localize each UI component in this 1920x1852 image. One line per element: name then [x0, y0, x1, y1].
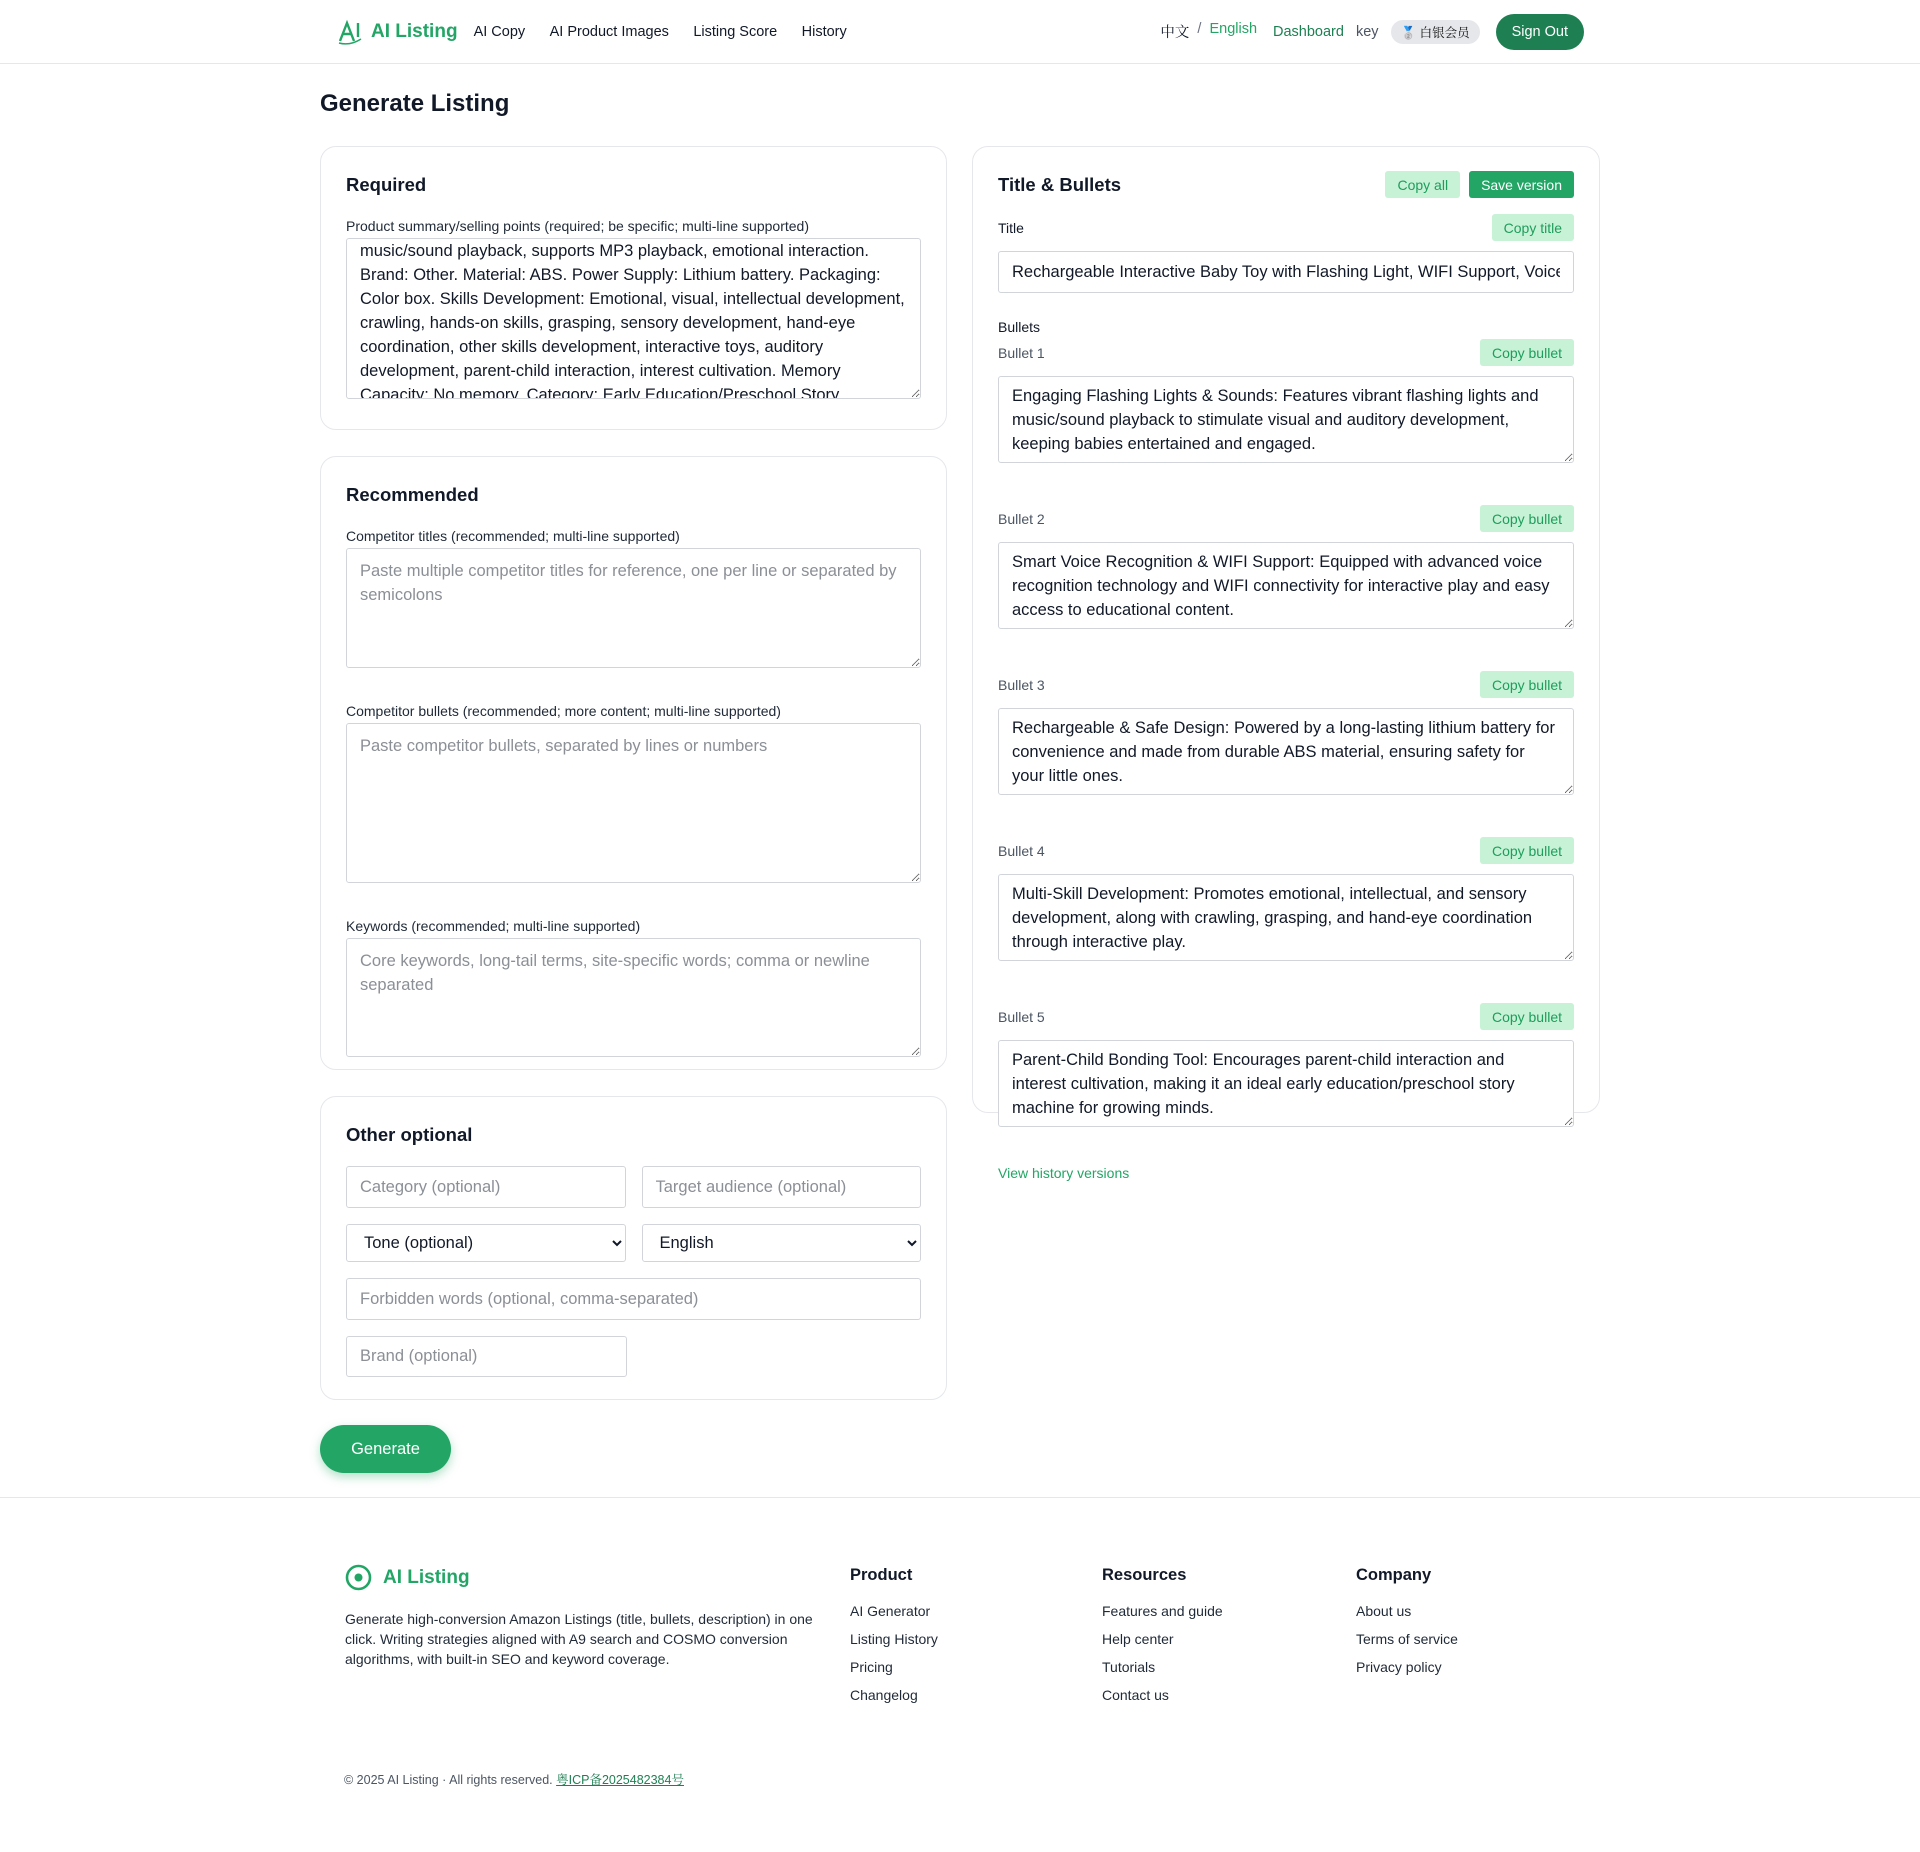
bullet-label: Bullet 1	[998, 344, 1045, 361]
target-logo-icon	[345, 1564, 372, 1591]
dashboard-link[interactable]: Dashboard	[1273, 23, 1344, 40]
footer-link[interactable]: AI Generator	[850, 1603, 931, 1619]
bullet-textarea[interactable]	[998, 376, 1574, 463]
footer-link[interactable]: Pricing	[850, 1659, 893, 1675]
bullet-item	[998, 837, 1574, 966]
competitor-titles-label: Competitor titles (recommended; multi-line supported)	[346, 528, 680, 544]
title-label: Title	[998, 219, 1024, 236]
bullet-label: Bullet 2	[998, 510, 1045, 527]
competitor-bullets-textarea[interactable]	[346, 723, 921, 883]
footer-link[interactable]: Listing History	[850, 1631, 938, 1647]
output-heading: Title & Bullets	[998, 173, 1122, 195]
bullet-textarea[interactable]	[998, 874, 1574, 961]
competitor-titles-textarea[interactable]	[346, 548, 921, 668]
bullet-label: Bullet 5	[998, 1008, 1045, 1025]
title-input[interactable]	[998, 251, 1574, 293]
footer-col-company	[1356, 1566, 1458, 1687]
nav-ai-product-images[interactable]: AI Product Images	[549, 23, 669, 40]
copy-bullet-button[interactable]: Copy bullet	[1480, 837, 1574, 864]
bullet-item	[998, 671, 1574, 800]
recommended-card	[320, 456, 947, 1070]
brand-input[interactable]	[346, 1336, 627, 1377]
copy-bullet-button[interactable]: Copy bullet	[1480, 505, 1574, 532]
footer-link[interactable]: Features and guide	[1102, 1603, 1223, 1619]
footer-heading: Resources	[1102, 1566, 1187, 1584]
nav-listing-score[interactable]: Listing Score	[693, 23, 778, 40]
category-input[interactable]	[346, 1166, 626, 1208]
copy-bullet-button[interactable]: Copy bullet	[1480, 339, 1574, 366]
copy-title-button[interactable]: Copy title	[1492, 214, 1574, 241]
bullet-textarea[interactable]	[998, 1040, 1574, 1127]
footer-link[interactable]: Contact us	[1102, 1687, 1169, 1703]
output-card	[972, 146, 1600, 1181]
bullet-label: Bullet 4	[998, 842, 1045, 859]
forbidden-words-input[interactable]	[346, 1278, 921, 1320]
copy-bullet-button[interactable]: Copy bullet	[1480, 671, 1574, 698]
footer-heading: Product	[850, 1566, 913, 1584]
optional-card	[320, 1096, 947, 1400]
optional-heading: Other optional	[346, 1124, 473, 1145]
brand-logo[interactable]	[337, 19, 458, 45]
top-nav	[0, 0, 1920, 64]
save-version-button[interactable]: Save version	[1469, 171, 1574, 198]
footer-link[interactable]: Help center	[1102, 1631, 1174, 1647]
tone-select[interactable]	[346, 1224, 626, 1262]
membership-badge: 🥈 白银会员	[1391, 20, 1480, 44]
bullets-label: Bullets	[998, 319, 1041, 335]
keywords-textarea[interactable]	[346, 938, 921, 1057]
bullet-item	[998, 1003, 1574, 1132]
lang-zh[interactable]: 中文	[1160, 25, 1190, 41]
footer-brand-name: AI Listing	[383, 1566, 470, 1588]
footer	[0, 1497, 1920, 1852]
competitor-bullets-label: Competitor bullets (recommended; more content; multi-line supported)	[346, 703, 781, 719]
summary-textarea[interactable]	[346, 238, 921, 399]
page-title: Generate Listing	[320, 90, 510, 117]
footer-link[interactable]: About us	[1356, 1603, 1412, 1619]
copy-all-button[interactable]: Copy all	[1385, 171, 1460, 198]
target-audience-input[interactable]	[642, 1166, 922, 1208]
footer-heading: Company	[1356, 1566, 1432, 1584]
sign-out-button[interactable]: Sign Out	[1496, 14, 1584, 50]
footer-link[interactable]: Tutorials	[1102, 1659, 1156, 1675]
required-card	[320, 146, 947, 430]
copy-bullet-button[interactable]: Copy bullet	[1480, 1003, 1574, 1030]
ai-logo-icon	[337, 19, 363, 45]
footer-brand[interactable]	[345, 1564, 815, 1591]
keywords-label: Keywords (recommended; multi-line supported)	[346, 918, 641, 934]
nav-ai-copy[interactable]: AI Copy	[473, 23, 526, 40]
footer-description: Generate high-conversion Amazon Listings (title, bullets, description) in one click. Writing strategies aligned with A9 search and COSMO conversion algorithms, with built-in SEO and keyword coverage.	[345, 1611, 813, 1667]
lang-en[interactable]: English	[1209, 21, 1258, 37]
language-select[interactable]	[642, 1224, 922, 1262]
bullet-textarea[interactable]	[998, 708, 1574, 795]
footer-link[interactable]: Terms of service	[1356, 1631, 1458, 1647]
bullet-textarea[interactable]	[998, 542, 1574, 629]
nav-history[interactable]: History	[801, 23, 847, 40]
icp-link[interactable]: 粤ICP备2025482384号	[556, 1773, 684, 1787]
view-history-link[interactable]: View history versions	[998, 1165, 1130, 1181]
summary-label: Product summary/selling points (required; be specific; multi-line supported)	[346, 218, 809, 234]
footer-link[interactable]: Changelog	[850, 1687, 918, 1703]
key-label: key	[1355, 23, 1379, 40]
copyright: © 2025 AI Listing · All rights reserved.	[344, 1773, 553, 1787]
required-heading: Required	[346, 174, 427, 195]
footer-col-product	[850, 1566, 938, 1715]
lang-separator: /	[1197, 21, 1202, 37]
bullet-item	[998, 339, 1574, 468]
brand-name: AI Listing	[371, 20, 458, 42]
bullet-label: Bullet 3	[998, 676, 1045, 693]
footer-col-resources	[1102, 1566, 1223, 1715]
generate-button[interactable]: Generate	[320, 1425, 451, 1473]
bullet-item	[998, 505, 1574, 634]
footer-link[interactable]: Privacy policy	[1356, 1659, 1442, 1675]
recommended-heading: Recommended	[346, 484, 479, 505]
